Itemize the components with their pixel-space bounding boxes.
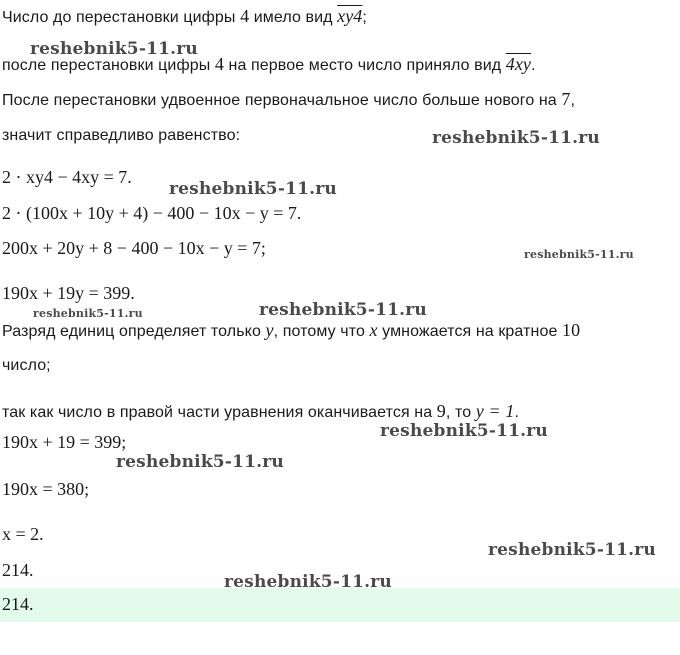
- equation-6: 190x = 380;: [2, 479, 90, 499]
- line-units-digit: Разряд единиц определяет только y, потому что x умножается на кратное 10: [2, 320, 581, 340]
- equation-2: 2 · (100x + 10y + 4) − 400 − 10x − y = 7.: [2, 203, 302, 223]
- equation-7: x = 2.: [2, 524, 44, 544]
- equation-5: 190x + 19 = 399;: [2, 432, 127, 452]
- line-after-permutation: после перестановки цифры 4 на первое место число приняло вид 4xy.: [2, 54, 536, 74]
- line-number-word: число;: [2, 357, 51, 374]
- line-ends-with-nine: так как число в правой части уравнения оканчивается на 9, то y = 1.: [2, 401, 519, 421]
- watermark: reshebnik5-11.ru: [169, 179, 337, 199]
- line-equality-intro: значит справедливо равенство:: [2, 127, 241, 144]
- watermark: reshebnik5-11.ru: [30, 39, 198, 59]
- watermark: reshebnik5-11.ru: [33, 307, 143, 320]
- answer-highlight: [0, 588, 680, 622]
- answer-value: 214.: [2, 594, 34, 614]
- watermark: reshebnik5-11.ru: [488, 540, 656, 560]
- watermark: reshebnik5-11.ru: [524, 248, 634, 261]
- result-value: 214.: [2, 560, 34, 580]
- watermark: reshebnik5-11.ru: [432, 128, 600, 148]
- line-doubled-number: После перестановки удвоенное первоначальное число больше нового на 7,: [2, 89, 575, 109]
- equation-1: 2 · xy4 − 4xy = 7.: [2, 167, 132, 187]
- watermark: reshebnik5-11.ru: [259, 300, 427, 320]
- watermark: reshebnik5-11.ru: [116, 452, 284, 472]
- equation-4: 190x + 19y = 399.: [2, 283, 135, 303]
- watermark: reshebnik5-11.ru: [380, 421, 548, 441]
- watermark: reshebnik5-11.ru: [224, 572, 392, 592]
- line-before-permutation: Число до перестановки цифры 4 имело вид xy4;: [2, 6, 367, 26]
- equation-3: 200x + 20y + 8 − 400 − 10x − y = 7;: [2, 238, 266, 258]
